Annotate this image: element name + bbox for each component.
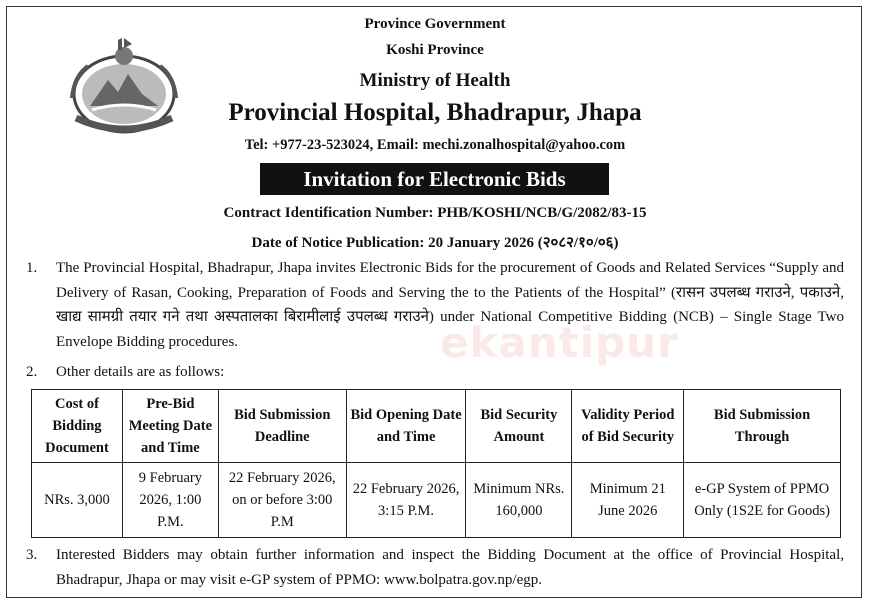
header-deadline: Bid Submission Deadline <box>218 390 346 463</box>
header-prebid: Pre-Bid Meeting Date and Time <box>122 390 218 463</box>
paragraph-number: 2. <box>26 364 38 380</box>
paragraph-text: Interested Bidders may obtain further information and inspect the Bidding Document at the office of Provincial Hospital, Bhadrapur, Jhapa or may visit e-GP system of PPMO: www.bolpatra.gov.np/egp. <box>56 547 844 588</box>
paragraph-text: The Provincial Hospital, Bhadrapur, Jhapa invites Electronic Bids for the procurement of Goods and Related Services “Supply and Delivery of Rasan, Cooking, Preparation of Foods and Serving the to the Patients of the Hospital” (रासन उपलब्ध गराउने, पकाउने, खाद्य सामग्री तयार गने तथा अस्पतालका बिरामीलाई उपलब्ध गराउने) under National Competitive Bidding (NCB) – Single Stage Two Envelope Bidding procedures. <box>56 260 844 350</box>
cell-security: Minimum NRs. 160,000 <box>466 463 572 538</box>
paragraph-2 <box>26 360 844 385</box>
watermark: ekantipur <box>440 318 679 367</box>
cell-validity: Minimum 21 June 2026 <box>572 463 684 538</box>
header-cost: Cost of Bidding Document <box>32 390 123 463</box>
notice-title-banner: Invitation for Electronic Bids <box>260 163 609 195</box>
province-name: Koshi Province <box>386 42 484 58</box>
table-header-row <box>32 390 841 463</box>
cell-opening: 22 February 2026, 3:15 P.M. <box>346 463 466 538</box>
paragraph-3 <box>26 543 844 592</box>
cell-through: e-GP System of PPMO Only (1S2E for Goods) <box>684 463 841 538</box>
cell-prebid: 9 February 2026, 1:00 P.M. <box>122 463 218 538</box>
province-government-line: Province Government <box>364 16 506 32</box>
contact-line: Tel: +977-23-523024, Email: mechi.zonalhospital@yahoo.com <box>244 137 626 153</box>
table-row <box>32 463 841 538</box>
government-emblem-icon <box>62 36 186 138</box>
paragraph-text: Other details are as follows: <box>56 364 225 380</box>
paragraph-number: 3. <box>26 547 38 563</box>
header-opening: Bid Opening Date and Time <box>346 390 466 463</box>
ministry-name: Ministry of Health <box>359 70 511 91</box>
header-validity: Validity Period of Bid Security <box>572 390 684 463</box>
hospital-name: Provincial Hospital, Bhadrapur, Jhapa <box>228 99 642 126</box>
contract-id: Contract Identification Number: PHB/KOSHI/NCB/G/2082/83-15 <box>223 205 647 221</box>
cell-cost: NRs. 3,000 <box>32 463 123 538</box>
bid-details-table <box>31 389 841 538</box>
header-security: Bid Security Amount <box>466 390 572 463</box>
publication-date: Date of Notice Publication: 20 January 2026 (२०८२/१०/०६) <box>251 235 619 251</box>
paragraph-1 <box>26 256 844 354</box>
paragraph-number: 1. <box>26 260 38 276</box>
header-through: Bid Submission Through <box>684 390 841 463</box>
cell-deadline: 22 February 2026, on or before 3:00 P.M <box>218 463 346 538</box>
